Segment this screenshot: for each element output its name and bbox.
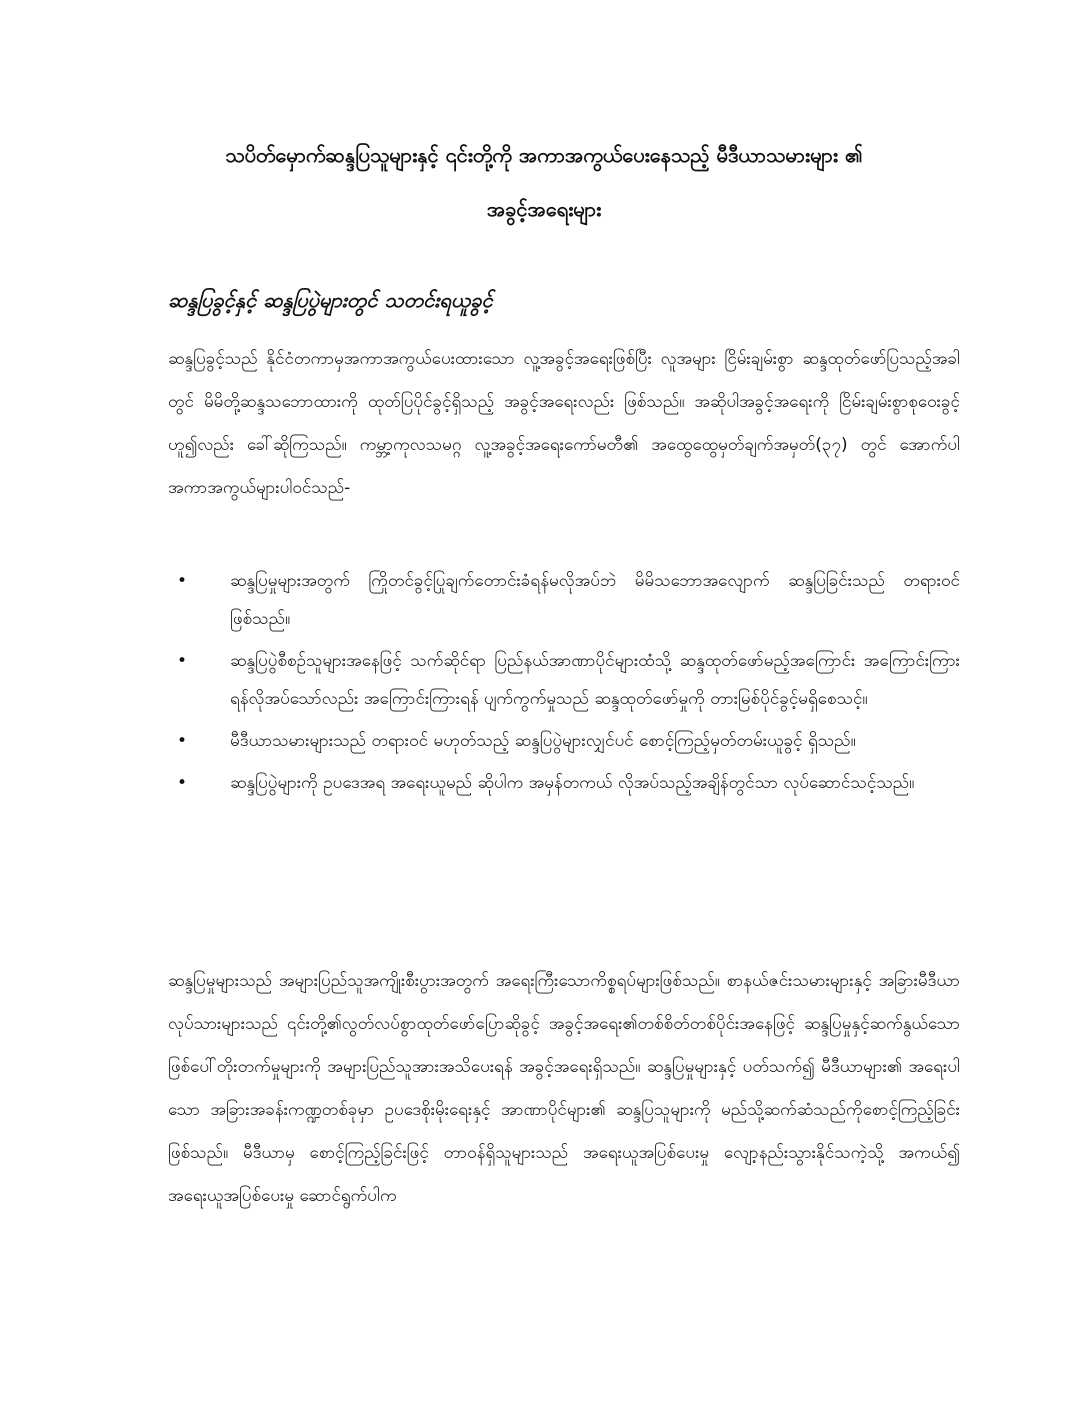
list-item-text: ဆန္ဒပြမှုများအတွက် ကြိုတင်ခွင့်ပြုချက်တောင်းခံရန်မလိုအပ်ဘဲ မိမိသဘောအလျောက် ဆန္ဒပြခြင်းသည် တရားဝင်ဖြစ်သည်။ (230, 571, 960, 629)
list-item-text: မီဒီယာသမားများသည် တရားဝင် မဟုတ်သည့် ဆန္ဒပြပွဲများလျှင်ပင် စောင့်ကြည့်မှတ်တမ်းယူခွင့် ရှိသည်။ (230, 731, 856, 751)
bullet-list (168, 562, 960, 806)
list-item (168, 722, 960, 760)
document-title (130, 128, 958, 236)
bullet-icon: • (176, 651, 188, 671)
closing-paragraph: ဆန္ဒပြမှုများသည် အများပြည်သူအကျိုးစီးပွားအတွက် အရေးကြီးသောကိစ္စရပ်များဖြစ်သည်။ စာနယ်ဇင်းသမားများနှင့် အခြားမီဒီယာလုပ်သားများသည် ၎င်းတို့၏လွတ်လပ်စွာထုတ်ဖော်ပြောဆိုခွင့် အခွင့်အရေး၏တစ်စိတ်တစ်ပိုင်းအနေဖြင့် ဆန္ဒပြမှုနှင့်ဆက်နွယ်သော ဖြစ်ပေါ်တိုးတက်မှုများကို အများပြည်သူအားအသိပေးရန် အခွင့်အရေးရှိသည်။ ဆန္ဒပြမှုများနှင့် ပတ်သက်၍ မီဒီယာများ၏ အရေးပါသော အခြားအခန်းကဏ္ဍတစ်ခုမှာ ဥပဒေစိုးမိုးရေးနှင့် အာဏာပိုင်များ၏ ဆန္ဒပြသူများကို မည်သို့ဆက်ဆံသည်ကိုစောင့်ကြည့်ခြင်း ဖြစ်သည်။ မီဒီယာမှ စောင့်ကြည့်ခြင်းဖြင့် တာဝန်ရှိသူများသည် အရေးယူအပြစ်ပေးမှု လျော့နည်းသွားနိုင်သကဲ့သို့ အကယ်၍ အရေးယူအပြစ်ပေးမှု ဆောင်ရွက်ပါက (168, 971, 960, 1206)
bullet-icon: • (176, 571, 188, 591)
intro-paragraph: ဆန္ဒပြခွင့်သည် နိုင်ငံတကာမှအကာအကွယ်ပေးထားသော လူ့အခွင့်အရေးဖြစ်ပြီး လူအများ ငြိမ်းချမ်းစွာ ဆန္ဒထုတ်ဖော်ပြသည့်အခါတွင် မိမိတို့ဆန္ဒသဘောထားကို ထုတ်ပြပိုင်ခွင့်ရှိသည့် အခွင့်အရေးလည်း ဖြစ်သည်။ အဆိုပါအခွင့်အရေးကို ငြိမ်းချမ်းစွာစုဝေးခွင့်ဟူ၍လည်း ခေါ်ဆိုကြသည်။ ကမ္ဘာ့ကုလသမဂ္ဂ လူ့အခွင့်အရေးကော်မတီ၏ အထွေထွေမှတ်ချက်အမှတ်(၃၇) တွင် အောက်ပါ အကာအကွယ်များပါဝင်သည်- (168, 349, 960, 498)
bullet-icon: • (176, 773, 188, 793)
list-item-text: ဆန္ဒပြပွဲစီစဉ်သူများအနေဖြင့် သက်ဆိုင်ရာ ပြည်နယ်အာဏာပိုင်များထံသို့ ဆန္ဒထုတ်ဖော်မည့်အကြောင်း အကြောင်းကြားရန်လိုအပ်သော်လည်း အကြောင်းကြားရန် ပျက်ကွက်မှုသည် ဆန္ဒထုတ်ဖော်မှုကို တားမြစ်ပိုင်ခွင့်မရှိစေသင့်။ (230, 651, 960, 709)
list-item (168, 562, 960, 638)
title-line-2: အခွင့်အရေးများ (486, 197, 602, 221)
title-line-1: သပိတ်မှောက်ဆန္ဒပြသူများနှင့် ၎င်းတို့ကို အကာအကွယ်ပေးနေသည့် မီဒီယာသမားများ ၏ (225, 143, 863, 167)
list-item (168, 764, 960, 802)
bullet-icon: • (176, 731, 188, 751)
section-heading: ဆန္ဒပြခွင့်နှင့် ဆန္ဒပြပွဲများတွင် သတင်းရယူခွင့် (168, 288, 493, 312)
list-item-text: ဆန္ဒပြပွဲများကို ဥပဒေအရ အရေးယူမည် ဆိုပါက အမှန်တကယ် လိုအပ်သည့်အချိန်တွင်သာ လုပ်ဆောင်သင့်သည်။ (230, 773, 915, 793)
list-item (168, 642, 960, 718)
